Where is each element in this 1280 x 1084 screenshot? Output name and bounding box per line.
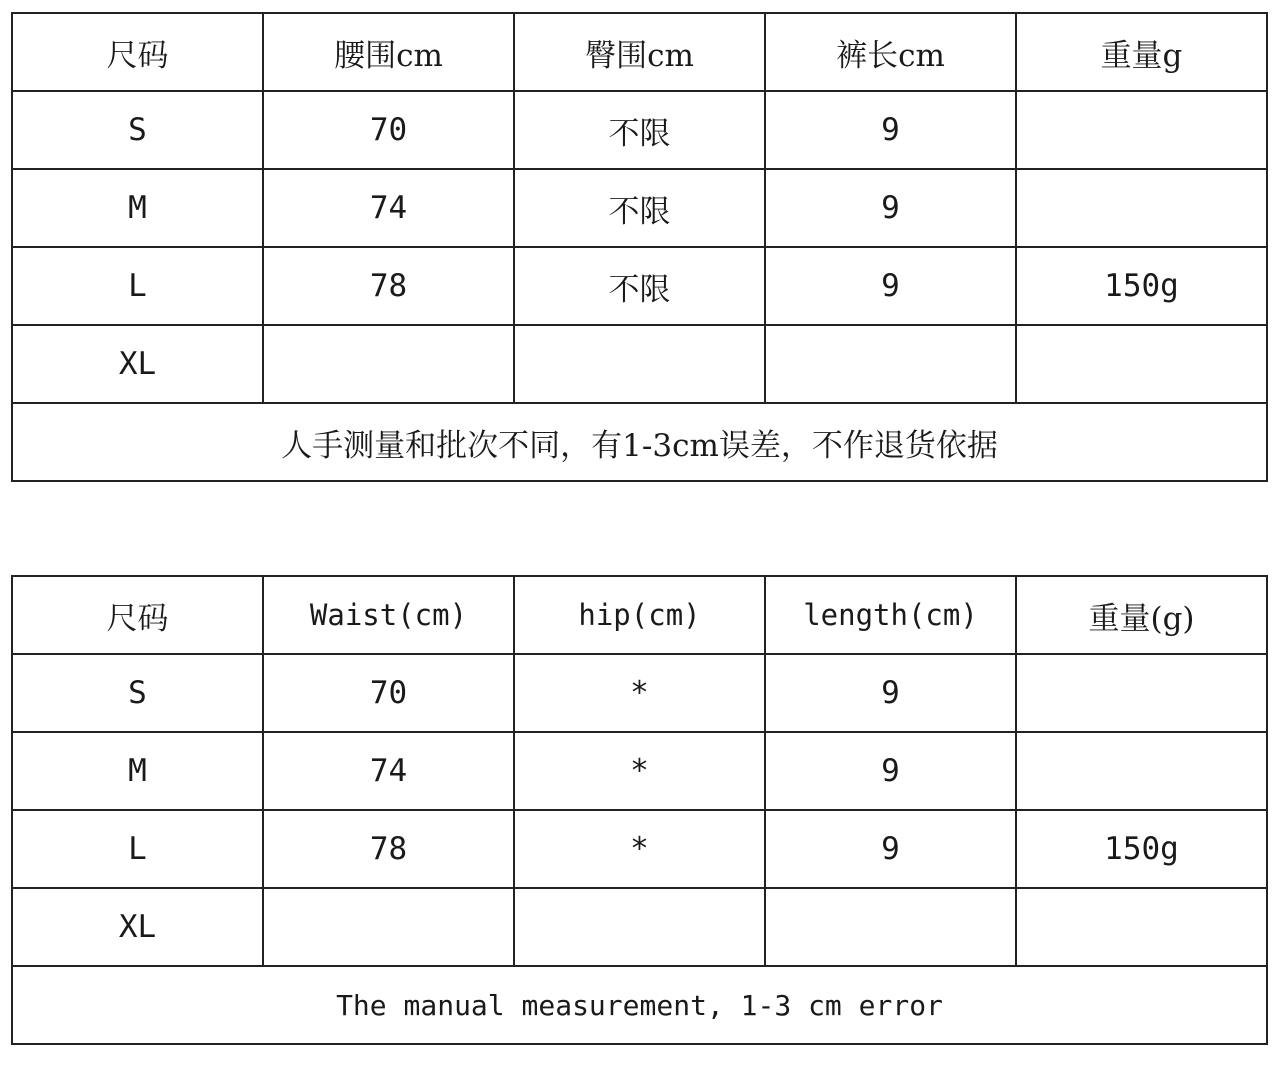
cell-hip: 不限: [514, 91, 765, 169]
header-row: [12, 13, 1267, 91]
table-row: [12, 888, 1267, 966]
cell-weight: 150g: [1016, 247, 1267, 325]
header-row: [12, 576, 1267, 654]
measurement-note: The manual measurement, 1-3 cm error: [12, 966, 1267, 1044]
cell-size: M: [12, 169, 263, 247]
cell-hip: 不限: [514, 247, 765, 325]
table-row: [12, 654, 1267, 732]
cell-waist: 70: [263, 91, 514, 169]
table-row: [12, 247, 1267, 325]
cell-weight: [1016, 888, 1267, 966]
note-row: [12, 403, 1267, 481]
cell-weight: [1016, 325, 1267, 403]
cell-weight: 150g: [1016, 810, 1267, 888]
cell-size: M: [12, 732, 263, 810]
cell-hip: [514, 325, 765, 403]
size-table-chinese: [11, 12, 1268, 482]
cell-hip: 不限: [514, 169, 765, 247]
cell-size: L: [12, 810, 263, 888]
cell-hip: *: [514, 810, 765, 888]
cell-length: 9: [765, 732, 1016, 810]
cell-hip: [514, 888, 765, 966]
cell-hip: *: [514, 732, 765, 810]
header-waist: Waist(cm): [263, 576, 514, 654]
cell-length: 9: [765, 810, 1016, 888]
header-weight: 重量g: [1016, 13, 1267, 91]
cell-waist: 78: [263, 810, 514, 888]
header-waist: 腰围cm: [263, 13, 514, 91]
cell-waist: 74: [263, 732, 514, 810]
table-row: [12, 325, 1267, 403]
table-row: [12, 732, 1267, 810]
header-length: length(cm): [765, 576, 1016, 654]
cell-waist: [263, 325, 514, 403]
cell-length: 9: [765, 169, 1016, 247]
cell-size: S: [12, 654, 263, 732]
cell-weight: [1016, 732, 1267, 810]
cell-length: 9: [765, 91, 1016, 169]
cell-size: S: [12, 91, 263, 169]
table-row: [12, 91, 1267, 169]
header-hip: 臀围cm: [514, 13, 765, 91]
cell-length: 9: [765, 247, 1016, 325]
cell-waist: 74: [263, 169, 514, 247]
header-length: 裤长cm: [765, 13, 1016, 91]
cell-waist: 70: [263, 654, 514, 732]
size-table-english: [11, 575, 1268, 1045]
measurement-note: 人手测量和批次不同，有1-3cm误差，不作退货依据: [12, 403, 1267, 481]
cell-size: XL: [12, 325, 263, 403]
table-row: [12, 810, 1267, 888]
header-hip: hip(cm): [514, 576, 765, 654]
header-size: 尺码: [12, 13, 263, 91]
note-row: [12, 966, 1267, 1044]
cell-waist: 78: [263, 247, 514, 325]
cell-length: [765, 888, 1016, 966]
cell-weight: [1016, 654, 1267, 732]
cell-length: 9: [765, 654, 1016, 732]
cell-weight: [1016, 91, 1267, 169]
table-row: [12, 169, 1267, 247]
cell-size: XL: [12, 888, 263, 966]
header-size: 尺码: [12, 576, 263, 654]
cell-waist: [263, 888, 514, 966]
cell-hip: *: [514, 654, 765, 732]
cell-length: [765, 325, 1016, 403]
cell-size: L: [12, 247, 263, 325]
header-weight: 重量(g): [1016, 576, 1267, 654]
cell-weight: [1016, 169, 1267, 247]
